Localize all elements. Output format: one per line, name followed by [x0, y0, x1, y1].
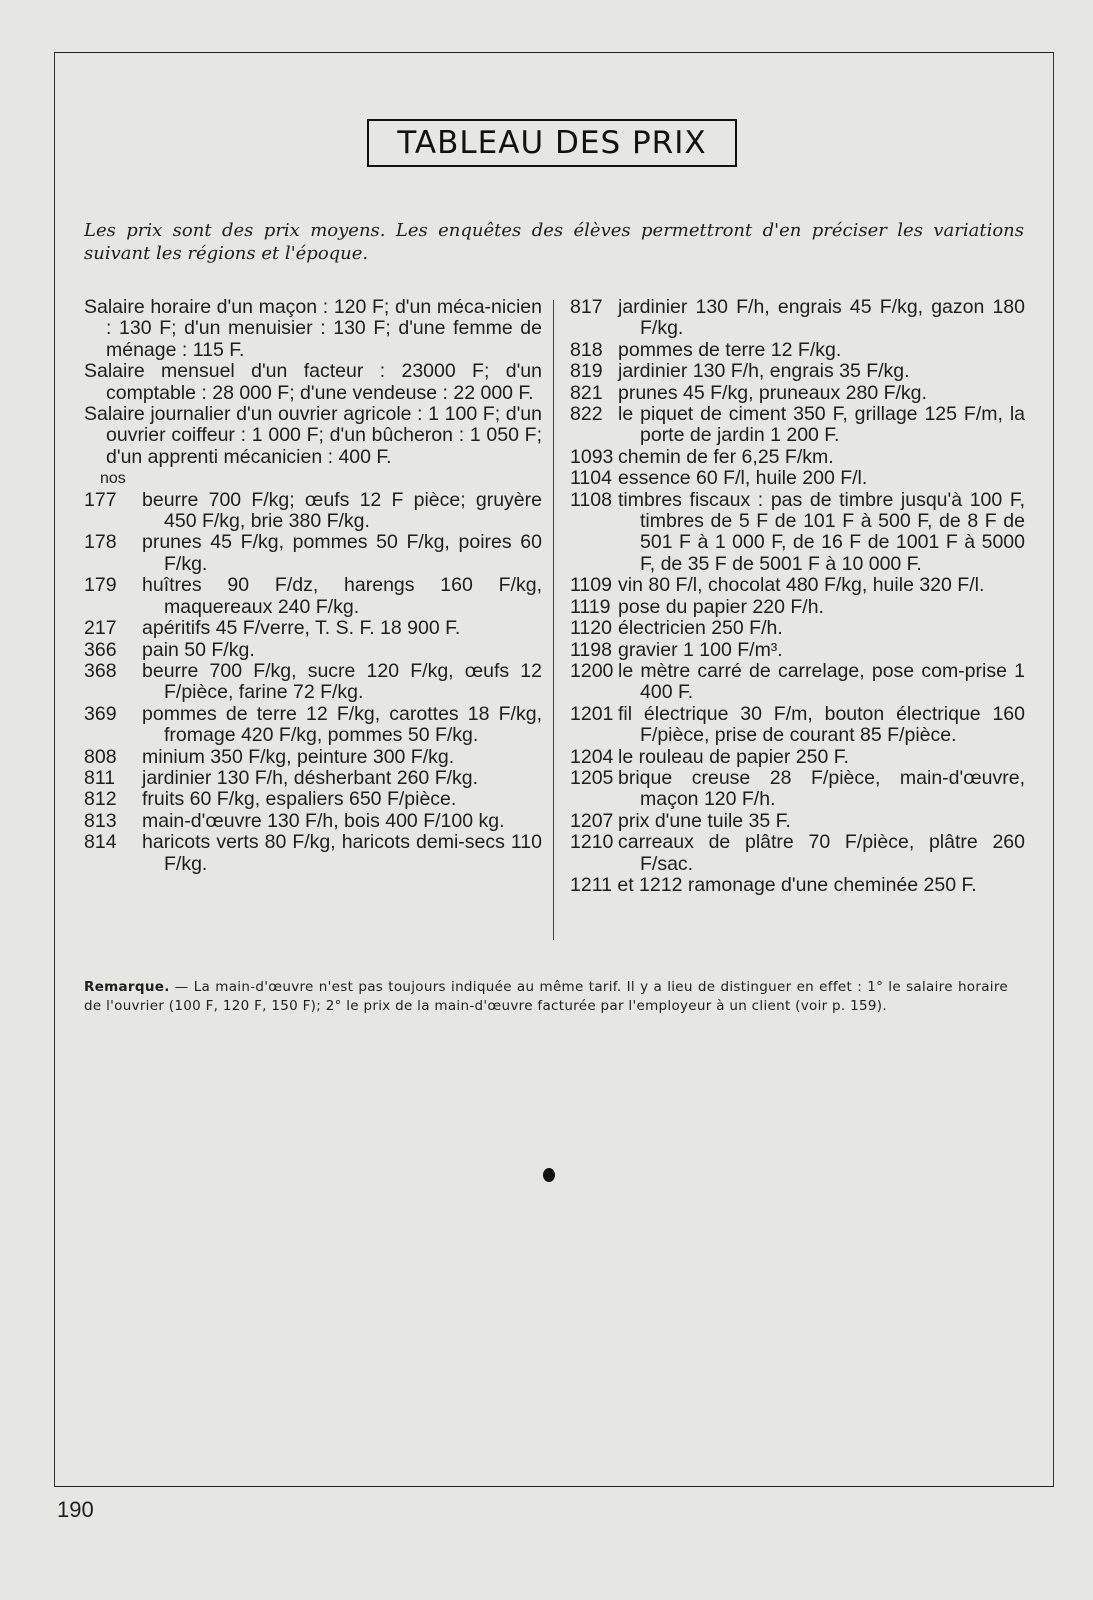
page-title: TABLEAU DES PRIX	[397, 125, 707, 161]
entry-number: 1204	[570, 745, 614, 768]
entry-number: 1207	[570, 809, 614, 832]
price-entry	[570, 447, 1025, 468]
entry-text: essence 60 F/l, huile 200 F/l.	[618, 467, 868, 490]
entry-number: 821	[570, 381, 603, 404]
entry-number: 822	[570, 403, 603, 426]
price-entry	[84, 661, 542, 704]
price-entry	[84, 704, 542, 747]
right-column	[570, 297, 1025, 896]
price-entry	[570, 661, 1025, 704]
entry-number: 1104	[570, 467, 612, 490]
ink-dot	[543, 1168, 555, 1182]
entry-number: 814	[84, 831, 117, 854]
price-entry	[570, 811, 1025, 832]
entry-number: 1109	[570, 574, 612, 597]
salary-paragraph: Salaire mensuel d'un facteur : 23000 F; d'un comptable : 28 000 F; d'une vendeuse : 22 000 F.	[84, 360, 542, 404]
entry-text: huîtres 90 F/dz, harengs 160 F/kg, maquereaux 240 F/kg.	[142, 574, 542, 618]
salary-paragraph: Salaire journalier d'un ouvrier agricole : 1 100 F; d'un ouvrier coiffeur : 1 000 F; d'un bûcheron : 1 050 F; d'un apprenti mécanicien : 400 F.	[84, 403, 542, 468]
price-entry	[570, 340, 1025, 361]
entry-text: chemin de fer 6,25 F/km.	[618, 445, 834, 468]
entry-number: 366	[84, 638, 117, 661]
entry-number: 1205	[570, 766, 614, 789]
price-entry	[570, 597, 1025, 618]
entry-text: jardinier 130 F/h, engrais 35 F/kg.	[618, 360, 910, 383]
entry-text: pommes de terre 12 F/kg.	[618, 338, 842, 361]
entry-text: main-d'œuvre 130 F/h, bois 400 F/100 kg.	[142, 809, 505, 832]
entry-text: fruits 60 F/kg, espaliers 650 F/pièce.	[142, 788, 457, 811]
entry-text: pommes de terre 12 F/kg, carottes 18 F/kg, fromage 420 F/kg, pommes 50 F/kg.	[142, 702, 542, 747]
entry-text: prunes 45 F/kg, pruneaux 280 F/kg.	[618, 381, 927, 404]
price-entry	[570, 618, 1025, 639]
entry-text: pain 50 F/kg.	[142, 638, 255, 661]
entry-number: 178	[84, 531, 117, 554]
entry-number: 1210	[570, 831, 614, 854]
entry-number: 217	[84, 617, 117, 640]
entry-text: carreaux de plâtre 70 F/pièce, plâtre 260 F/sac.	[618, 831, 1025, 875]
entry-number: 811	[84, 766, 116, 789]
nos-label: nos	[100, 470, 126, 488]
entry-text: électricien 250 F/h.	[618, 617, 783, 640]
entry-number: 819	[570, 360, 603, 383]
entry-text: pose du papier 220 F/h.	[618, 595, 824, 618]
remark-label: Remarque.	[84, 979, 170, 995]
entry-text: fil électrique 30 F/m, bouton électrique 160 F/pièce, prise de courant 85 F/pièce.	[618, 702, 1025, 747]
entry-text: haricots verts 80 F/kg, haricots demi-secs 110 F/kg.	[142, 831, 542, 875]
last-entry: 1211 et 1212 ramonage d'une cheminée 250 F.	[570, 873, 977, 896]
right-entries-list	[570, 297, 1025, 875]
price-entry	[84, 768, 542, 789]
entry-number: 1119	[570, 595, 611, 618]
price-entry	[570, 832, 1025, 875]
entry-text: gravier 1 100 F/m³.	[618, 638, 783, 661]
entry-number: 369	[84, 702, 117, 725]
price-entry	[570, 768, 1025, 811]
entry-number: 1093	[570, 445, 614, 468]
price-entry	[84, 618, 542, 639]
entry-number: 1108	[570, 488, 612, 511]
entry-text: jardinier 130 F/h, engrais 45 F/kg, gazon 180 F/kg.	[618, 296, 1025, 340]
intro-text: Les prix sont des prix moyens. Les enquêtes des élèves permettront d'en préciser les variations suivant les régions et l'époque.	[84, 220, 1024, 264]
price-entry	[570, 747, 1025, 768]
price-entry	[570, 404, 1025, 447]
price-entry	[570, 383, 1025, 404]
entry-number: 1120	[570, 617, 612, 640]
price-entry	[570, 704, 1025, 747]
column-divider	[553, 300, 554, 940]
entry-text: le rouleau de papier 250 F.	[618, 745, 849, 768]
price-entry	[84, 640, 542, 661]
entry-text: jardinier 130 F/h, désherbant 260 F/kg.	[142, 766, 479, 789]
price-entry	[570, 361, 1025, 382]
price-entry	[84, 490, 542, 533]
page-number: 190	[57, 1497, 94, 1522]
entry-text: prix d'une tuile 35 F.	[618, 809, 791, 832]
entry-text: apéritifs 45 F/verre, T. S. F. 18 900 F.	[142, 617, 461, 640]
entry-text: minium 350 F/kg, peinture 300 F/kg.	[142, 745, 455, 768]
price-entry	[84, 811, 542, 832]
entry-text: brique creuse 28 F/pièce, main-d'œuvre, maçon 120 F/h.	[618, 766, 1025, 811]
entry-number: 812	[84, 788, 117, 811]
price-entry	[84, 575, 542, 618]
entry-number: 179	[84, 574, 117, 597]
entry-number: 1198	[570, 638, 612, 661]
entry-text: timbres fiscaux : pas de timbre jusqu'à 100 F, timbres de 5 F de 101 F à 500 F, de 8 F de 501 F à 1 000 F, de 16 F de 1001 F à 5000 F, de 35 F de 5001 F à 10 000 F.	[618, 488, 1025, 575]
entry-number: 1201	[570, 702, 614, 725]
price-entry	[84, 789, 542, 810]
entry-text: le mètre carré de carrelage, pose com-prise 1 400 F.	[618, 659, 1025, 704]
entry-number: 177	[84, 488, 117, 511]
price-entry	[570, 468, 1025, 489]
left-entries-list	[84, 490, 542, 875]
price-entry	[570, 297, 1025, 340]
entry-number: 813	[84, 809, 117, 832]
remark-text: — La main-d'œuvre n'est pas toujours indiquée au même tarif. Il y a lieu de distinguer en effet : 1° le salaire horaire de l'ouvrier (100 F, 120 F, 150 F); 2° le prix de la main-d'œuvre facturée par l'employeur à un client (voir p. 159).	[84, 979, 1008, 1014]
price-entry	[84, 747, 542, 768]
price-entry	[570, 490, 1025, 576]
entry-number: 808	[84, 745, 117, 768]
title-box	[367, 119, 737, 167]
entry-text: le piquet de ciment 350 F, grillage 125 F/m, la porte de jardin 1 200 F.	[618, 403, 1025, 447]
remark	[84, 978, 1008, 1016]
price-entry	[84, 832, 542, 875]
entry-text: prunes 45 F/kg, pommes 50 F/kg, poires 60 F/kg.	[142, 531, 542, 575]
salary-paragraph: Salaire horaire d'un maçon : 120 F; d'un méca-nicien : 130 F; d'un menuisier : 130 F; d'une femme de ménage : 115 F.	[84, 296, 542, 361]
price-entry	[570, 575, 1025, 596]
entry-text: vin 80 F/l, chocolat 480 F/kg, huile 320 F/l.	[618, 574, 985, 597]
entry-number: 1200	[570, 659, 614, 682]
entry-text: beurre 700 F/kg; œufs 12 F pièce; gruyère 450 F/kg, brie 380 F/kg.	[142, 488, 542, 533]
price-entry	[570, 640, 1025, 661]
entry-number: 817	[570, 296, 603, 318]
entry-number: 368	[84, 659, 117, 682]
entry-text: beurre 700 F/kg, sucre 120 F/kg, œufs 12 F/pièce, farine 72 F/kg.	[142, 659, 542, 704]
price-entry	[84, 532, 542, 575]
entry-number: 818	[570, 338, 603, 361]
left-column	[84, 297, 542, 875]
